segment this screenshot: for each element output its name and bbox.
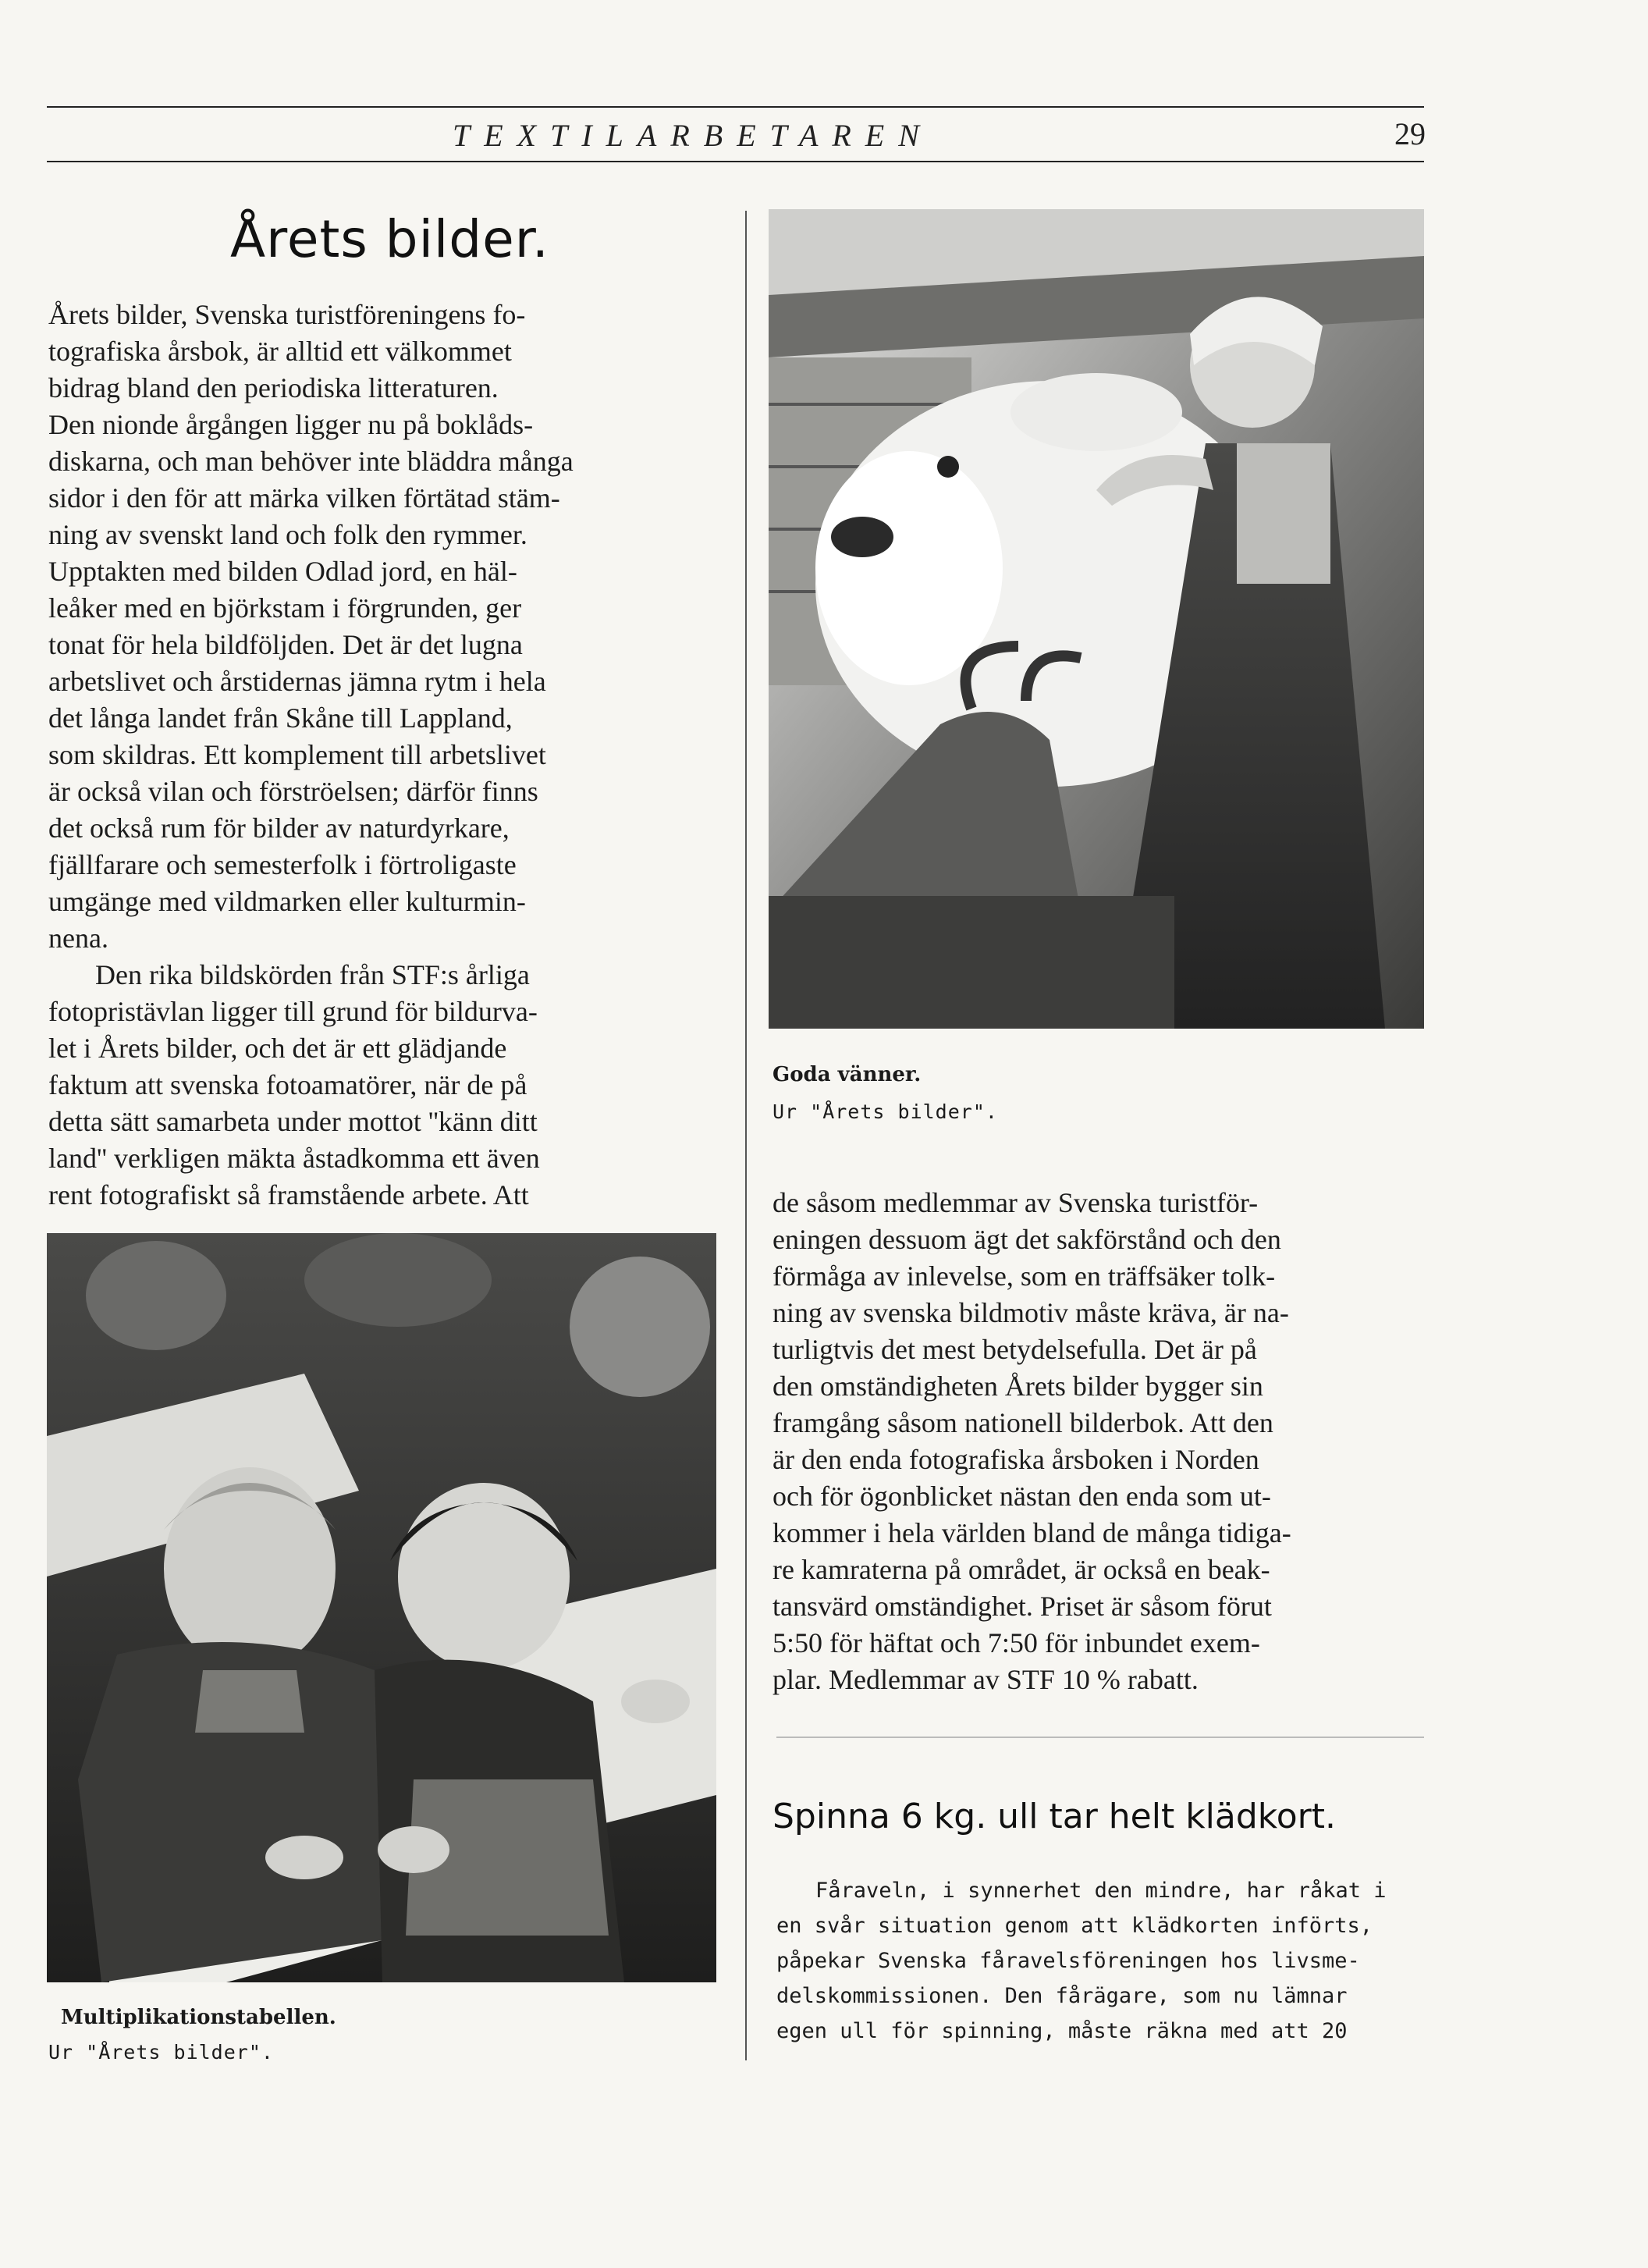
caption-credit-multiplikationstabellen: Ur "Årets bilder". bbox=[48, 2041, 274, 2064]
text-line: plar. Medlemmar av STF 10 % rabatt. bbox=[772, 1664, 1199, 1695]
article-title: Årets bilder. bbox=[230, 209, 549, 269]
text-line: faktum att svenska fotoamatörer, när de på bbox=[48, 1069, 527, 1100]
caption-title-multiplikationstabellen: Multiplikationstabellen. bbox=[61, 2006, 336, 2029]
text-line: ning av svenska bildmotiv måste kräva, är na- bbox=[772, 1297, 1289, 1328]
photo-multiplikationstabellen bbox=[47, 1233, 716, 1982]
section-separator bbox=[776, 1737, 1424, 1738]
text-line: diskarna, och man behöver inte bläddra många bbox=[48, 446, 574, 477]
text-line: turligtvis det mest betydelsefulla. Det är på bbox=[772, 1334, 1257, 1365]
text-line: arbetslivet och årstidernas jämna rytm i hela bbox=[48, 666, 546, 697]
text-line: eningen dessuom ägt det sakförstånd och den bbox=[772, 1224, 1281, 1255]
text-line: ning av svenskt land och folk den rymmer. bbox=[48, 519, 527, 550]
text-line: re kamraterna på området, är också en beak- bbox=[772, 1554, 1270, 1585]
article-right-column bbox=[772, 1185, 1432, 1698]
text-line: förmåga av inlevelse, som en träffsäker tolk- bbox=[772, 1260, 1276, 1292]
text-line: den omständigheten Årets bilder bygger sin bbox=[772, 1370, 1263, 1402]
text-line: är den enda fotografiska årsboken i Norden bbox=[772, 1444, 1259, 1475]
column-divider bbox=[745, 211, 747, 2060]
text-line: som skildras. Ett komplement till arbetslivet bbox=[48, 739, 546, 770]
text-line: detta sätt samarbeta under mottot ''känn ditt bbox=[48, 1106, 538, 1137]
text-line: rent fotografiskt så framstående arbete. Att bbox=[48, 1179, 529, 1210]
children-photo-illustration bbox=[47, 1233, 716, 1982]
goats-photo-illustration bbox=[769, 209, 1424, 1029]
text-line: framgång såsom nationell bilderbok. Att den bbox=[772, 1407, 1273, 1438]
text-line: 5:50 för häftat och 7:50 för inbundet exem- bbox=[772, 1627, 1260, 1658]
text-line: påpekar Svenska fåravelsföreningen hos livsme- bbox=[776, 1949, 1360, 1973]
text-line: umgänge med vildmarken eller kulturmin- bbox=[48, 886, 526, 917]
header-bottom-rule bbox=[47, 161, 1424, 162]
second-article-title: Spinna 6 kg. ull tar helt klädkort. bbox=[772, 1797, 1336, 1836]
page-number: 29 bbox=[1394, 116, 1426, 151]
text-line: let i Årets bilder, och det är ett glädjande bbox=[48, 1033, 507, 1064]
text-line: tonat för hela bildföljden. Det är det lugna bbox=[48, 629, 523, 660]
text-line: egen ull för spinning, måste räkna med att 20 bbox=[776, 2019, 1348, 2043]
text-line: kommer i hela världen bland de många tidiga- bbox=[772, 1517, 1291, 1548]
text-line: Upptakten med bilden Odlad jord, en häl- bbox=[48, 556, 517, 587]
photo-goda-vanner bbox=[769, 209, 1424, 1029]
text-line: bidrag bland den periodiska litteraturen. bbox=[48, 372, 499, 403]
text-line: och för ögonblicket nästan den enda som ut- bbox=[772, 1481, 1271, 1512]
header-top-rule bbox=[47, 106, 1424, 108]
text-line: en svår situation genom att klädkorten införts, bbox=[776, 1914, 1373, 1938]
text-line: Den nionde årgången ligger nu på boklåds- bbox=[48, 409, 534, 440]
text-line: nena. bbox=[48, 922, 108, 954]
second-article-body bbox=[776, 1873, 1447, 2049]
text-line: Årets bilder, Svenska turistföreningens fo- bbox=[48, 299, 526, 330]
text-line: Fåraveln, i synnerhet den mindre, har råkat i bbox=[815, 1879, 1387, 1903]
text-line: leåker med en björkstam i förgrunden, ger bbox=[48, 592, 522, 624]
text-line: det långa landet från Skåne till Lappland, bbox=[48, 702, 513, 734]
running-title: TEXTILARBETAREN bbox=[453, 118, 933, 153]
text-line: är också vilan och förströelsen; därför finns bbox=[48, 776, 538, 807]
text-line: sidor i den för att märka vilken förtätad stäm- bbox=[48, 482, 560, 514]
text-line: det också rum för bilder av naturdyrkare, bbox=[48, 812, 510, 844]
article-left-column bbox=[48, 297, 718, 1214]
caption-credit-goda-vanner: Ur "Årets bilder". bbox=[772, 1100, 998, 1123]
text-line: fjällfarare och semesterfolk i förtroligaste bbox=[48, 849, 517, 880]
text-line: de såsom medlemmar av Svenska turistför- bbox=[772, 1187, 1259, 1218]
text-line: tografiska årsbok, är alltid ett välkommet bbox=[48, 336, 512, 367]
text-line: Den rika bildskörden från STF:s årliga bbox=[95, 959, 530, 990]
text-line: tansvärd omständighet. Priset är såsom förut bbox=[772, 1591, 1272, 1622]
text-line: delskommissionen. Den fårägare, som nu lämnar bbox=[776, 1984, 1348, 2008]
caption-title-goda-vanner: Goda vänner. bbox=[772, 1063, 922, 1086]
text-line: land'' verkligen mäkta åstadkomma ett även bbox=[48, 1143, 540, 1174]
text-line: fotopristävlan ligger till grund för bildurva- bbox=[48, 996, 538, 1027]
